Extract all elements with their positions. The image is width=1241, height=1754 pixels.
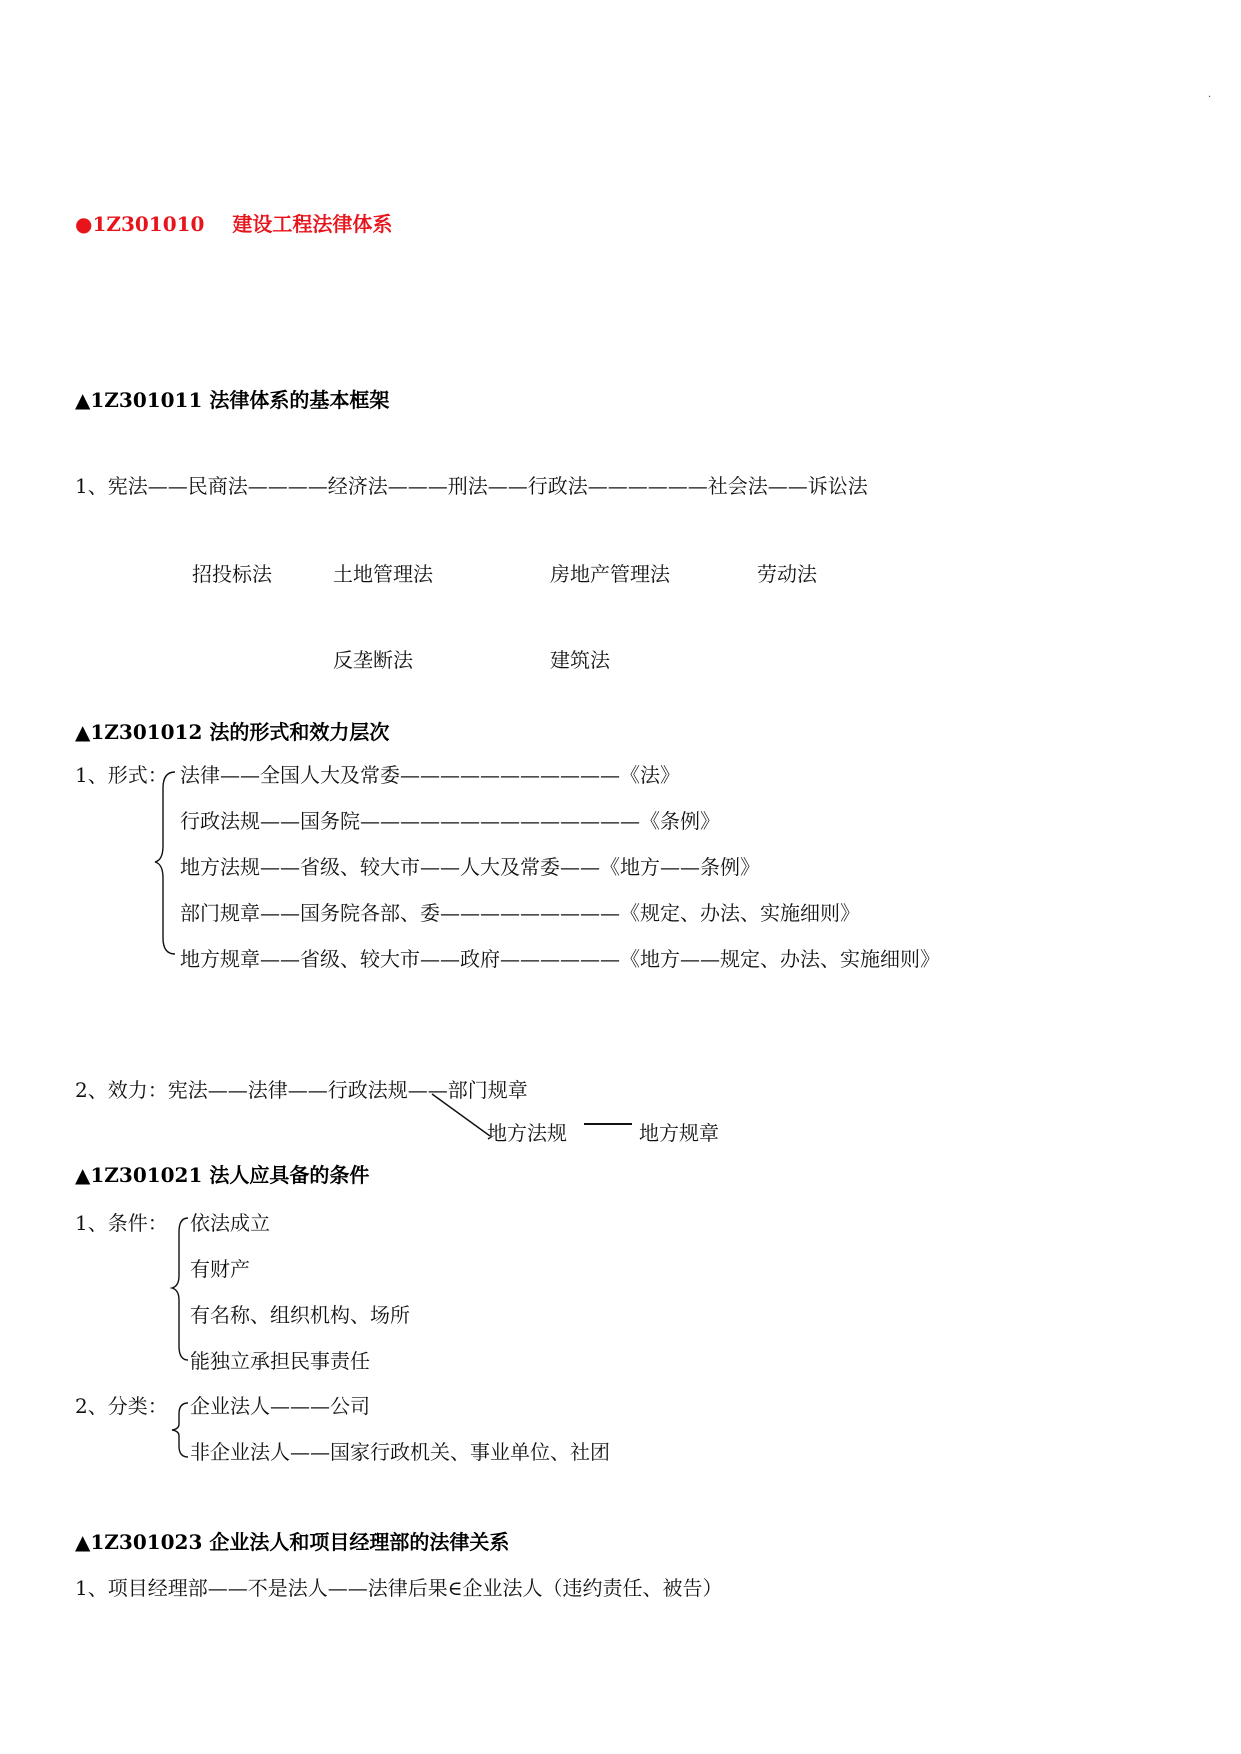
project-dept-line: 1、项目经理部——不是法人——法律后果∈企业法人（违约责任、被告） — [75, 1576, 723, 1600]
chapter-title-text: 建设工程法律体系 — [232, 212, 393, 236]
section-heading-1z301023: ▲1Z301023 企业法人和项目经理部的法律关系 — [75, 1530, 510, 1554]
forms-label: 1、形式： — [75, 763, 168, 787]
condition-item: 有名称、组织机构、场所 — [190, 1303, 410, 1327]
chapter-code: 1Z301010 — [92, 212, 205, 236]
form-item: 地方法规——省级、较大市——人大及常委——《地方——条例》 — [180, 855, 760, 879]
condition-item: 能独立承担民事责任 — [190, 1349, 370, 1373]
sub-law-item: 房地产管理法 — [550, 562, 670, 586]
classification-label: 2、分类： — [75, 1394, 168, 1418]
section-heading-1z301021: ▲1Z301021 法人应具备的条件 — [75, 1163, 370, 1187]
effect-branch-left: 地方法规 — [487, 1121, 567, 1145]
conditions-brace — [172, 1214, 192, 1364]
condition-item: 依法成立 — [190, 1211, 270, 1235]
section-heading-1z301011: ▲1Z301011 法律体系的基本框架 — [75, 388, 390, 412]
form-item: 地方规章——省级、较大市——政府——————《地方——规定、办法、实施细则》 — [180, 947, 940, 971]
sub-law-item: 招投标法 — [192, 562, 272, 586]
conditions-label: 1、条件： — [75, 1211, 168, 1235]
effect-branch-right: 地方规章 — [639, 1121, 719, 1145]
classification-brace — [172, 1400, 192, 1460]
bullet-icon: ● — [75, 212, 93, 236]
forms-brace — [155, 768, 179, 958]
sub-law-item: 建筑法 — [550, 648, 610, 672]
form-item: 行政法规——国务院——————————————《条例》 — [180, 809, 720, 833]
chapter-title — [75, 212, 392, 236]
form-item: 法律——全国人大及常委———————————《法》 — [180, 763, 680, 787]
classification-item: 非企业法人——国家行政机关、事业单位、社团 — [190, 1440, 610, 1464]
effect-line: 2、效力：宪法——法律——行政法规——部门规章 — [75, 1078, 528, 1102]
sub-law-item: 土地管理法 — [333, 562, 433, 586]
sub-law-item: 反垄断法 — [333, 648, 413, 672]
sub-law-item: 劳动法 — [757, 562, 817, 586]
section-heading-1z301012: ▲1Z301012 法的形式和效力层次 — [75, 720, 390, 744]
corner-dot: · — [1208, 92, 1212, 103]
condition-item: 有财产 — [190, 1257, 250, 1281]
form-item: 部门规章——国务院各部、委—————————《规定、办法、实施细则》 — [180, 901, 860, 925]
classification-item: 企业法人———公司 — [190, 1394, 370, 1418]
law-system-line: 1、宪法——民商法————经济法———刑法——行政法——————社会法——诉讼法 — [75, 474, 868, 498]
